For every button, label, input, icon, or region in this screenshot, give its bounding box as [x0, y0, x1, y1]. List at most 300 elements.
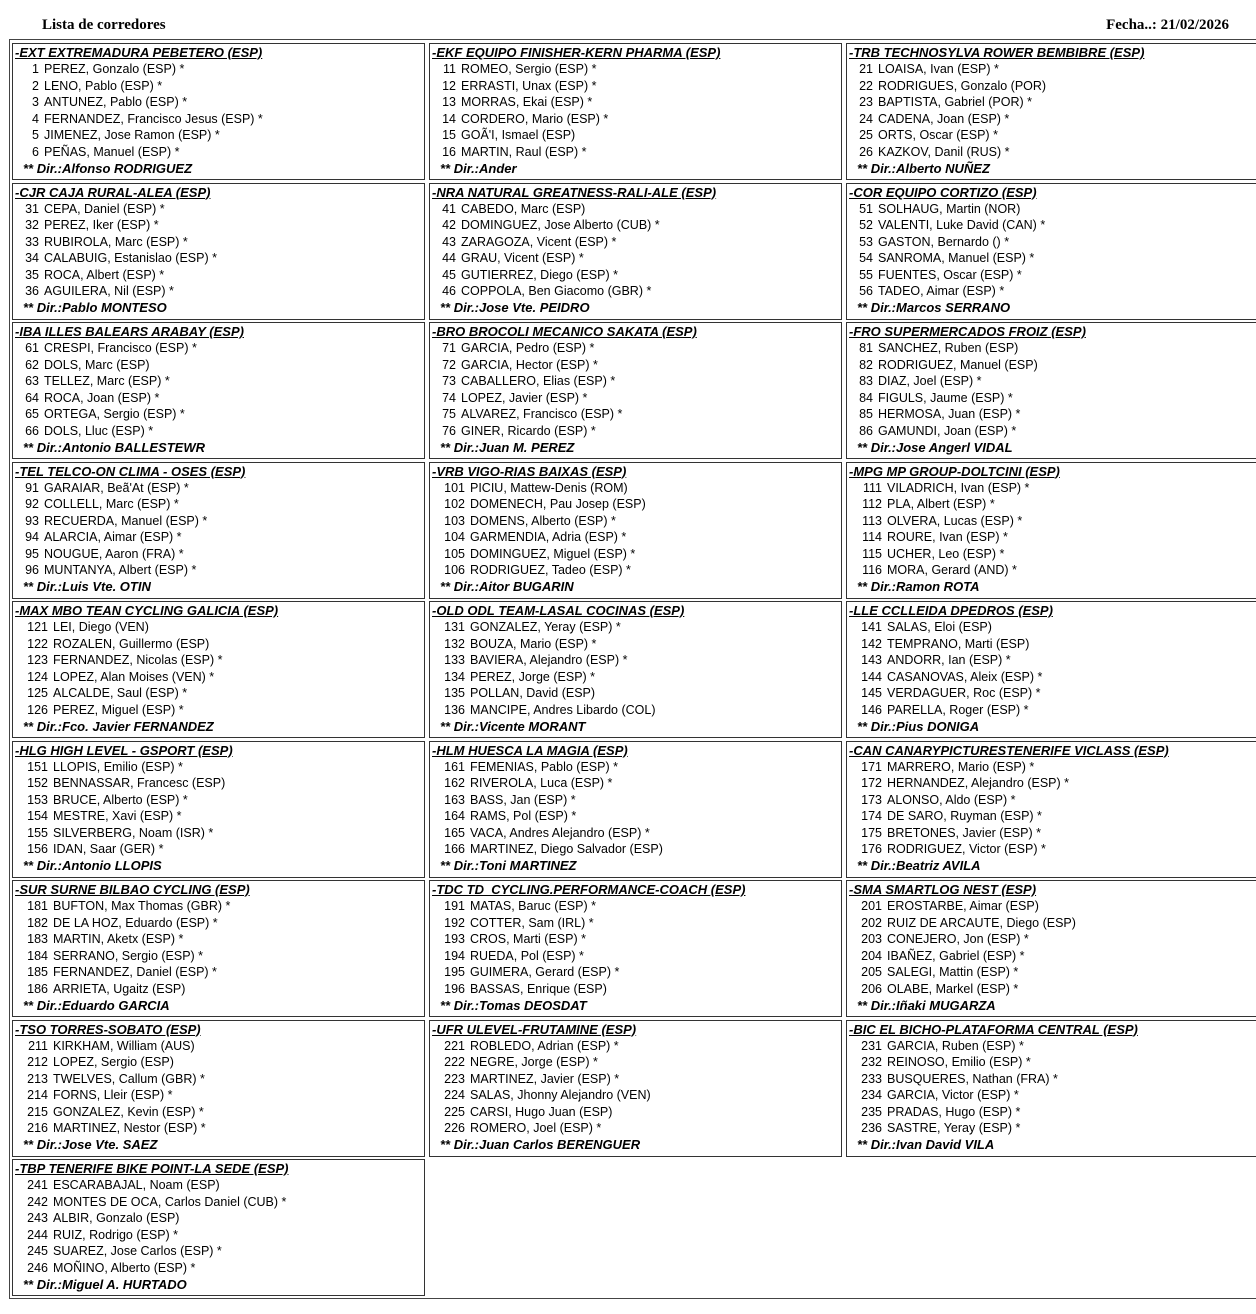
rider-name: RODRIGUES, Gonzalo (POR)	[878, 78, 1047, 93]
team-director: ** Dir.:Eduardo GARCIA	[23, 997, 170, 1013]
rider-number: 122	[27, 636, 48, 651]
rider-row	[15, 94, 424, 111]
team-header: -MPG MP GROUP-DOLTCINI (ESP)	[849, 463, 1060, 479]
rider-number: 162	[444, 776, 465, 791]
rider-number: 13	[442, 95, 456, 110]
rider-row	[432, 808, 841, 825]
rider-name: ROZALEN, Guillermo (ESP)	[53, 636, 210, 651]
rider-row	[849, 127, 1256, 144]
rider-row	[849, 144, 1256, 161]
rider-name: BUFTON, Max Thomas (GBR) *	[53, 899, 231, 913]
rider-name: SALAS, Jhonny Alejandro (VEN)	[470, 1088, 651, 1103]
rider-name: RIVEROLA, Luca (ESP) *	[470, 776, 613, 791]
rider-row	[432, 390, 841, 407]
rider-row	[849, 406, 1256, 423]
rider-row	[432, 78, 841, 95]
rider-row	[15, 915, 424, 932]
rider-name: KAZKOV, Danil (RUS) *	[878, 144, 1010, 159]
team-box	[846, 601, 1256, 738]
rider-name: POLLAN, David (ESP)	[470, 686, 596, 701]
rider-number: 45	[442, 267, 456, 282]
rider-number: 143	[861, 653, 882, 668]
rider-number: 116	[862, 563, 882, 578]
rider-number: 225	[444, 1104, 465, 1119]
rider-number: 214	[27, 1088, 48, 1103]
rider-number: 136	[444, 702, 465, 717]
team-box	[12, 741, 425, 878]
rider-row	[849, 217, 1256, 234]
rider-row	[15, 546, 424, 563]
rider-number: 246	[27, 1260, 48, 1275]
rider-row	[432, 529, 841, 546]
rider-row	[849, 685, 1256, 702]
team-director: ** Dir.:Juan Carlos BERENGUER	[440, 1137, 641, 1153]
rider-row	[432, 619, 841, 636]
rider-row	[432, 1038, 841, 1055]
rider-name: SALEGI, Mattin (ESP) *	[887, 965, 1019, 980]
rider-name: TADEO, Aimar (ESP) *	[878, 284, 1005, 299]
rider-name: CROS, Marti (ESP) *	[470, 932, 586, 947]
rider-row	[849, 340, 1256, 357]
rider-row	[849, 1104, 1256, 1121]
rider-name: ROURE, Ivan (ESP) *	[887, 530, 1008, 545]
rider-number: 163	[444, 792, 465, 807]
rider-row	[15, 825, 424, 842]
rider-name: DIAZ, Joel (ESP) *	[878, 374, 982, 389]
rider-row	[849, 808, 1256, 825]
team-header: -OLD ODL TEAM-LASAL COCINAS (ESP)	[432, 603, 685, 618]
rider-row	[15, 406, 424, 423]
rider-number: 195	[444, 965, 465, 980]
team-box	[12, 1159, 425, 1296]
rider-row	[15, 964, 424, 981]
rider-row	[849, 652, 1256, 669]
rider-number: 172	[861, 776, 882, 791]
rider-row	[432, 201, 841, 218]
team-director: ** Dir.:Ander	[440, 160, 517, 176]
rider-number: 2	[32, 78, 39, 93]
rider-number: 86	[859, 423, 873, 438]
team-header: -IBA ILLES BALEARS ARABAY (ESP)	[15, 324, 244, 339]
team-director: ** Dir.:Antonio LLOPIS	[23, 858, 162, 874]
rider-name: MUNTANYA, Albert (ESP) *	[44, 563, 197, 578]
rider-row	[432, 841, 841, 858]
rider-row	[432, 898, 841, 915]
rider-number: 132	[444, 636, 465, 651]
rider-number: 144	[861, 669, 882, 684]
rider-name: ESCARABAJAL, Noam (ESP)	[53, 1178, 220, 1192]
rider-row	[432, 1120, 841, 1137]
rider-row	[15, 1243, 424, 1260]
rider-number: 36	[25, 284, 39, 299]
rider-row	[15, 981, 424, 998]
rider-row	[432, 94, 841, 111]
rider-row	[15, 111, 424, 128]
rider-row	[432, 373, 841, 390]
rider-name: EROSTARBE, Aimar (ESP)	[887, 899, 1039, 913]
rider-number: 21	[859, 62, 873, 76]
rider-row	[15, 357, 424, 374]
rider-number: 62	[25, 357, 39, 372]
rider-name: SASTRE, Yeray (ESP) *	[887, 1121, 1021, 1136]
rider-number: 65	[25, 407, 39, 422]
rider-row	[432, 250, 841, 267]
rider-number: 141	[861, 620, 882, 634]
rider-name: PICIU, Mattew-Denis (ROM)	[470, 480, 628, 495]
team-box	[429, 183, 842, 320]
rider-name: LENO, Pablo (ESP) *	[44, 78, 163, 93]
rider-name: UCHER, Leo (ESP) *	[887, 546, 1005, 561]
rider-row	[15, 144, 424, 161]
rider-name: SANROMA, Manuel (ESP) *	[878, 251, 1035, 266]
rider-name: ROCA, Joan (ESP) *	[44, 390, 160, 405]
team-director: ** Dir.:Fco. Javier FERNANDEZ	[23, 718, 214, 734]
rider-name: PARELLA, Roger (ESP) *	[887, 702, 1029, 717]
rider-row	[15, 931, 424, 948]
rider-row	[849, 792, 1256, 809]
rider-name: CRESPI, Francisco (ESP) *	[44, 341, 197, 355]
rider-name: REINOSO, Emilio (ESP) *	[887, 1055, 1031, 1070]
team-box	[846, 741, 1256, 878]
rider-name: RUEDA, Pol (ESP) *	[470, 948, 584, 963]
rider-row	[432, 931, 841, 948]
rider-name: TEMPRANO, Marti (ESP)	[887, 636, 1030, 651]
rider-row	[15, 808, 424, 825]
rider-row	[432, 1054, 841, 1071]
team-director: ** Dir.:Juan M. PEREZ	[440, 439, 575, 455]
rider-name: IDAN, Saar (GER) *	[53, 842, 164, 857]
team-box	[846, 880, 1256, 1017]
rider-row	[15, 234, 424, 251]
rider-row	[849, 898, 1256, 915]
rider-row	[15, 480, 424, 497]
rider-number: 164	[444, 809, 465, 824]
rider-name: GARCIA, Hector (ESP) *	[461, 357, 598, 372]
rider-number: 205	[861, 965, 882, 980]
rider-name: FEMENIAS, Pablo (ESP) *	[470, 759, 618, 774]
rider-row	[432, 964, 841, 981]
rider-name: AGUILERA, Nil (ESP) *	[44, 284, 174, 299]
rider-name: ROMEO, Sergio (ESP) *	[461, 62, 597, 76]
rider-row	[15, 1210, 424, 1227]
rider-row	[432, 357, 841, 374]
rider-number: 23	[859, 95, 873, 110]
team-director: ** Dir.:Antonio BALLESTEWR	[23, 439, 205, 455]
rider-number: 53	[859, 234, 873, 249]
rider-number: 6	[32, 144, 39, 159]
rider-row	[15, 775, 424, 792]
rider-row	[15, 529, 424, 546]
rider-name: CARSI, Hugo Juan (ESP)	[470, 1104, 613, 1119]
rider-number: 236	[861, 1121, 882, 1136]
rider-number: 244	[27, 1227, 48, 1242]
rider-name: PEREZ, Iker (ESP) *	[44, 218, 159, 233]
rider-name: DOMENS, Alberto (ESP) *	[470, 513, 616, 528]
team-header: -MAX MBO TEAN CYCLING GALICIA (ESP)	[15, 603, 279, 618]
rider-number: 155	[27, 825, 48, 840]
rider-row	[15, 792, 424, 809]
rider-number: 31	[25, 201, 39, 216]
rider-number: 123	[27, 653, 48, 668]
rider-row	[849, 1120, 1256, 1137]
rider-number: 226	[444, 1121, 465, 1136]
rider-number: 124	[27, 669, 48, 684]
rider-number: 145	[861, 686, 882, 701]
team-header: -TSO TORRES-SOBATO (ESP)	[15, 1021, 201, 1037]
rider-row	[432, 144, 841, 161]
rider-number: 61	[25, 341, 39, 355]
rider-name: SALAS, Eloi (ESP)	[887, 620, 992, 634]
rider-row	[15, 1071, 424, 1088]
rider-name: GOÃ'I, Ismael (ESP)	[461, 128, 576, 143]
rider-name: DOLS, Lluc (ESP) *	[44, 423, 154, 438]
rider-name: FERNANDEZ, Daniel (ESP) *	[53, 965, 217, 980]
team-box	[429, 741, 842, 878]
rider-name: MARTIN, Raul (ESP) *	[461, 144, 587, 159]
team-header: -FRO SUPERMERCADOS FROIZ (ESP)	[849, 324, 1086, 339]
rider-name: RUIZ DE ARCAUTE, Diego (ESP)	[887, 915, 1076, 930]
team-box	[846, 43, 1256, 180]
team-header: -UFR ULEVEL-FRUTAMINE (ESP)	[432, 1021, 637, 1037]
rider-number: 171	[861, 759, 882, 774]
rider-row	[432, 685, 841, 702]
team-header: -HLG HIGH LEVEL - GSPORT (ESP)	[15, 742, 233, 758]
rider-number: 223	[444, 1071, 465, 1086]
rider-row	[15, 619, 424, 636]
rider-number: 95	[25, 546, 39, 561]
team-director: ** Dir.:Marcos SERRANO	[857, 300, 1011, 316]
rider-row	[849, 390, 1256, 407]
rider-number: 231	[861, 1038, 882, 1053]
rider-row	[849, 1071, 1256, 1088]
team-director: ** Dir.:Jose Angerl VIDAL	[857, 439, 1013, 455]
rider-number: 242	[27, 1194, 48, 1209]
rider-name: DE SARO, Ruyman (ESP) *	[887, 809, 1042, 824]
rider-number: 224	[444, 1088, 465, 1103]
rider-number: 11	[443, 62, 456, 76]
rider-number: 64	[25, 390, 39, 405]
rider-name: MONTES DE OCA, Carlos Daniel (CUB) *	[53, 1194, 287, 1209]
rider-name: ANDORR, Ian (ESP) *	[887, 653, 1011, 668]
rider-name: PEÑAS, Manuel (ESP) *	[44, 144, 180, 159]
rider-name: LOPEZ, Alan Moises (VEN) *	[53, 669, 215, 684]
rider-number: 184	[27, 948, 48, 963]
rider-number: 154	[27, 809, 48, 824]
rider-number: 63	[25, 374, 39, 389]
rider-row	[432, 981, 841, 998]
rider-name: TWELVES, Callum (GBR) *	[53, 1071, 205, 1086]
rider-number: 203	[861, 932, 882, 947]
rider-name: ORTEGA, Sergio (ESP) *	[44, 407, 185, 422]
team-box	[12, 462, 425, 599]
team-header: -HLM HUESCA LA MAGIA (ESP)	[432, 742, 628, 758]
rider-number: 222	[444, 1055, 465, 1070]
rider-number: 73	[442, 374, 456, 389]
rider-row	[849, 702, 1256, 719]
rider-number: 191	[444, 899, 465, 913]
rider-number: 113	[862, 513, 882, 528]
rider-row	[849, 948, 1256, 965]
rider-row	[432, 234, 841, 251]
rider-name: COTTER, Sam (IRL) *	[470, 915, 594, 930]
rider-row	[849, 61, 1256, 78]
rider-name: HERNANDEZ, Alejandro (ESP) *	[887, 776, 1070, 791]
rider-number: 174	[861, 809, 882, 824]
rider-row	[15, 1104, 424, 1121]
rider-row	[15, 217, 424, 234]
rider-number: 56	[859, 284, 873, 299]
rider-number: 165	[444, 825, 465, 840]
rider-row	[849, 250, 1256, 267]
rider-row	[849, 562, 1256, 579]
team-director: ** Dir.:Jose Vte. SAEZ	[23, 1137, 158, 1153]
rider-row	[432, 1071, 841, 1088]
rider-name: SUAREZ, Jose Carlos (ESP) *	[53, 1244, 222, 1259]
rider-name: FUENTES, Oscar (ESP) *	[878, 267, 1022, 282]
rider-row	[15, 562, 424, 579]
rider-name: FERNANDEZ, Nicolas (ESP) *	[53, 653, 223, 668]
rider-row	[849, 636, 1256, 653]
rider-row	[432, 775, 841, 792]
rider-number: 173	[861, 792, 882, 807]
rider-number: 82	[859, 357, 873, 372]
rider-number: 216	[27, 1121, 48, 1136]
rider-number: 96	[25, 563, 39, 578]
rider-row	[15, 78, 424, 95]
rider-name: OLABE, Markel (ESP) *	[887, 981, 1019, 996]
rider-number: 24	[859, 111, 873, 126]
rider-row	[15, 390, 424, 407]
rider-name: MARRERO, Mario (ESP) *	[887, 759, 1035, 774]
rider-number: 176	[861, 842, 882, 857]
rider-row	[432, 340, 841, 357]
rider-name: GARCIA, Victor (ESP) *	[887, 1088, 1019, 1103]
rider-name: ALCALDE, Saul (ESP) *	[53, 686, 188, 701]
rider-row	[15, 1227, 424, 1244]
rider-number: 193	[444, 932, 465, 947]
team-header: -COR EQUIPO CORTIZO (ESP)	[849, 184, 1037, 200]
rider-row	[15, 127, 424, 144]
rider-name: CABEDO, Marc (ESP)	[461, 201, 586, 216]
rider-name: RODRIGUEZ, Tadeo (ESP) *	[470, 563, 631, 578]
rider-number: 34	[25, 251, 39, 266]
rider-number: 16	[442, 144, 456, 159]
rider-number: 186	[27, 981, 48, 996]
rider-number: 92	[25, 497, 39, 512]
rider-row	[849, 669, 1256, 686]
team-box	[12, 322, 425, 459]
rider-row	[849, 94, 1256, 111]
team-box	[12, 601, 425, 738]
rider-row	[849, 759, 1256, 776]
rider-row	[432, 406, 841, 423]
rider-name: BAPTISTA, Gabriel (POR) *	[878, 95, 1032, 110]
rider-row	[849, 619, 1256, 636]
rider-row	[15, 423, 424, 440]
rider-name: RUBIROLA, Marc (ESP) *	[44, 234, 188, 249]
rider-number: 112	[862, 497, 882, 512]
rider-number: 196	[444, 981, 465, 996]
rider-number: 52	[859, 218, 873, 233]
rider-number: 91	[25, 480, 39, 495]
rider-number: 182	[27, 915, 48, 930]
rider-name: GARCIA, Ruben (ESP) *	[887, 1038, 1024, 1053]
teams-grid	[12, 43, 1256, 1303]
rider-row	[15, 1054, 424, 1071]
rider-row	[15, 513, 424, 530]
rider-name: KIRKHAM, William (AUS)	[53, 1038, 195, 1053]
team-director: ** Dir.:Iñaki MUGARZA	[857, 997, 996, 1013]
rider-row	[849, 234, 1256, 251]
rider-row	[15, 898, 424, 915]
rider-name: MATAS, Baruc (ESP) *	[470, 899, 596, 913]
rider-row	[15, 1038, 424, 1055]
rider-number: 32	[25, 218, 39, 233]
rider-row	[432, 562, 841, 579]
rider-row	[849, 1038, 1256, 1055]
rider-number: 43	[442, 234, 456, 249]
rider-number: 74	[442, 390, 456, 405]
rider-name: BRETONES, Javier (ESP) *	[887, 825, 1041, 840]
rider-name: MESTRE, Xavi (ESP) *	[53, 809, 182, 824]
rider-row	[849, 201, 1256, 218]
rider-number: 243	[27, 1211, 48, 1226]
team-director: ** Dir.:Alberto NUÑEZ	[857, 160, 990, 176]
team-box	[12, 880, 425, 1017]
rider-name: GUTIERREZ, Diego (ESP) *	[461, 267, 618, 282]
rider-name: ANTUNEZ, Pablo (ESP) *	[44, 95, 188, 110]
rider-number: 75	[442, 407, 456, 422]
rider-row	[432, 283, 841, 300]
rider-row	[849, 841, 1256, 858]
rider-number: 215	[27, 1104, 48, 1119]
rider-row	[849, 480, 1256, 497]
rider-row	[849, 283, 1256, 300]
rider-row	[15, 340, 424, 357]
rider-number: 46	[442, 284, 456, 299]
rider-row	[15, 1087, 424, 1104]
rider-name: SILVERBERG, Noam (ISR) *	[53, 825, 214, 840]
rider-row	[15, 1177, 424, 1194]
rider-name: GARAIAR, Beã'At (ESP) *	[44, 480, 189, 495]
rider-number: 22	[859, 78, 873, 93]
team-header: -LLE CCLLEIDA DPEDROS (ESP)	[849, 603, 1053, 618]
rider-name: DOMINGUEZ, Jose Alberto (CUB) *	[461, 218, 660, 233]
rider-number: 35	[25, 267, 39, 282]
rider-name: ALONSO, Aldo (ESP) *	[887, 792, 1016, 807]
rider-number: 245	[27, 1244, 48, 1259]
rider-row	[432, 546, 841, 563]
rider-name: VERDAGUER, Roc (ESP) *	[887, 686, 1041, 701]
rider-number: 125	[27, 686, 48, 701]
rider-name: MORA, Gerard (AND) *	[887, 563, 1017, 578]
rider-row	[849, 825, 1256, 842]
rider-row	[15, 685, 424, 702]
team-director: ** Dir.:Toni MARTINEZ	[440, 858, 577, 874]
rider-name: VALENTI, Luke David (CAN) *	[878, 218, 1046, 233]
rider-number: 54	[859, 251, 873, 266]
rider-number: 5	[32, 128, 39, 143]
rider-name: HERMOSA, Juan (ESP) *	[878, 407, 1021, 422]
rider-row	[15, 201, 424, 218]
rider-number: 4	[32, 111, 39, 126]
rider-row	[432, 652, 841, 669]
rider-name: NOUGUE, Aaron (FRA) *	[44, 546, 184, 561]
team-director: ** Dir.:Vicente MORANT	[440, 718, 586, 734]
rider-name: ARRIETA, Ugaitz (ESP)	[53, 981, 186, 996]
rider-row	[15, 702, 424, 719]
rider-row	[15, 948, 424, 965]
